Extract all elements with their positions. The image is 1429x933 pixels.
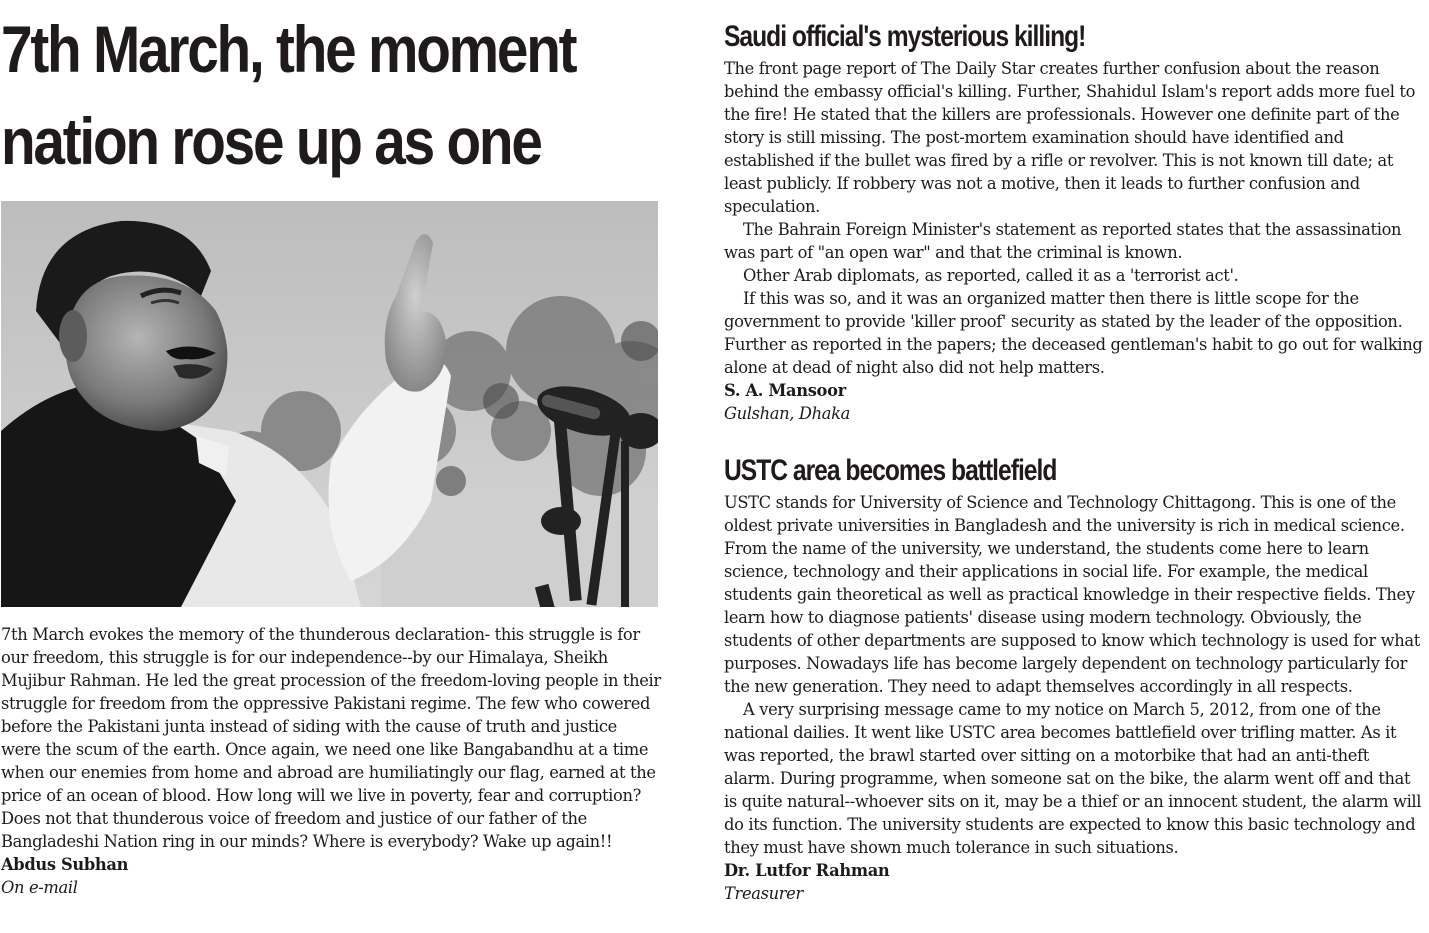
- author-location: Gulshan, Dhaka: [724, 404, 851, 423]
- letter-saudi-killing: [724, 20, 1424, 425]
- author-location: Treasurer: [724, 884, 803, 903]
- left-article-text: 7th March evokes the memory of the thunderous declaration- this struggle is for our freedom, this struggle is for our independence--by our Himalaya, Sheikh Mujibur Rahman. He led the great procession of the freedom-loving people in their struggle for freedom from the oppressive Pakistani regime. The few who cowered before the Pakistani junta instead of siding with the cause of truth and justice were the scum of the earth. Once again, we need one like Bangabandhu at a time when our enemies from home and abroad are humiliatingly our flag, earned at the price of an ocean of blood. How long will we live in poverty, fear and corruption? Does not that thunderous voice of freedom and justice of our father of the Bangladeshi Nation ring in our minds? Where is everybody? Wake up again!!: [1, 625, 661, 851]
- letter-paragraph: Other Arab diplomats, as reported, called it as a 'terrorist act'.: [743, 266, 1239, 285]
- speech-photo: [1, 201, 658, 607]
- letter-ustc-battlefield: [724, 454, 1424, 905]
- letter-paragraph: The front page report of The Daily Star creates further confusion about the reason behind the embassy official's killing. Further, Shahidul Islam's report adds more fuel to the fire! He stated that the killers are professionals. However one definite part of the story is still missing. The post-mortem examination should have identified and established if the bullet was fired by a rifle or revolver. This is not known till date; at least publicly. If robbery was not a motive, then it leads to further confusion and speculation.: [724, 59, 1416, 216]
- letter-headline: Saudi official's mysterious killing!: [724, 20, 1086, 53]
- left-article-body: [1, 623, 661, 899]
- left-column: [1, 0, 661, 897]
- letter-headline: USTC area becomes battlefield: [724, 454, 1057, 487]
- main-headline: 7th March, the moment nation rose up as one: [1, 12, 576, 178]
- letter-paragraph: If this was so, and it was an organized matter then there is little scope for the government to provide 'killer proof' security as stated by the leader of the opposition. Further as reported in the papers; the deceased gentleman's habit to go out for walking alone at dead of night also did not help matters.: [724, 289, 1423, 377]
- letter-paragraph: The Bahrain Foreign Minister's statement as reported states that the assassination was part of "an open war" and that the criminal is known.: [724, 220, 1402, 262]
- author-name: Dr. Lutfor Rahman: [724, 861, 890, 880]
- letter-paragraph: USTC stands for University of Science and Technology Chittagong. This is one of the oldest private universities in Bangladesh and the university is rich in medical science. From the name of the university, we understand, the students come here to learn science, technology and their applications in social life. For example, the medical students gain theoretical as well as practical knowledge in their respective fields. They learn how to diagnose patients' disease using modern technology. Obviously, the students of other departments are supposed to know which technology is used for what purposes. Nowadays life has become largely dependent on technology particularly for the new generation. They need to adapt themselves accordingly in all respects.: [724, 493, 1420, 696]
- letter-paragraph: A very surprising message came to my notice on March 5, 2012, from one of the national dailies. It went like USTC area becomes battlefield over trifling matter. As it was reported, the brawl started over sitting on a motorbike that had an anti-theft alarm. During programme, when someone sat on the bike, the alarm went off and that is quite natural--whoever sits on it, may be a thief or an innocent student, the alarm will do its function. The university students are expected to know this basic technology and they must have shown much tolerance in such situations.: [724, 700, 1422, 857]
- author-name: Abdus Subhan: [1, 855, 129, 874]
- author-name: S. A. Mansoor: [724, 381, 846, 400]
- author-location: On e-mail: [1, 878, 78, 897]
